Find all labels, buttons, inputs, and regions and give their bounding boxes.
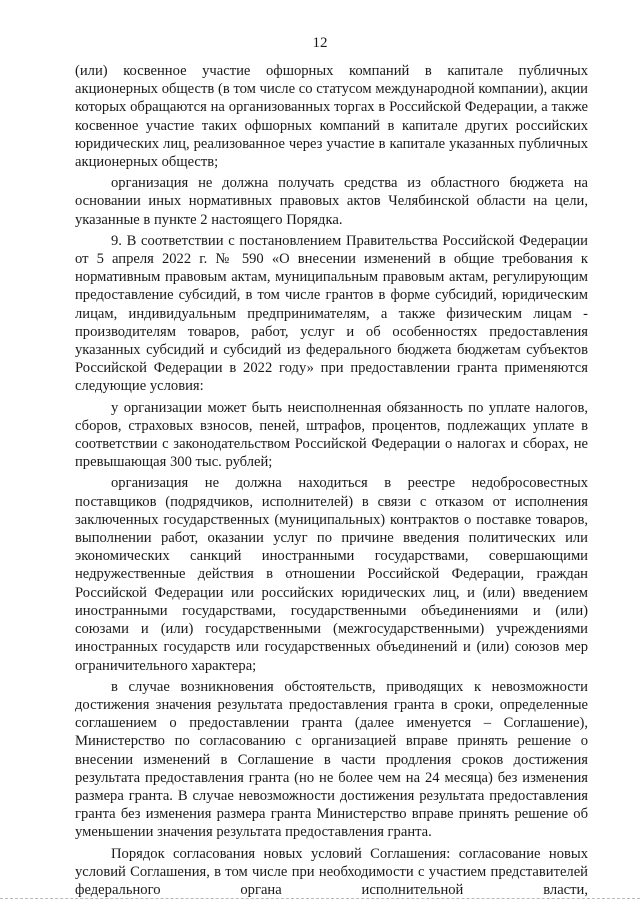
page-number: 12 bbox=[312, 35, 328, 51]
document-body bbox=[75, 62, 588, 902]
paragraph-tax-debt: у организации может быть неисполненная обязанность по уплате налогов, сборов, страховых взносов, пеней, штрафов, процентов, подлежащих уплате в соответствии с законодательством Российской Федерации о налогах и сборах, не превышающая 300 тыс. рублей; bbox=[75, 399, 588, 471]
paragraph-agreement-procedure: Порядок согласования новых условий Соглашения: согласование новых условий Соглашения, в том числе при необходимости с участием представителей федерального органа исполнительной власти, bbox=[75, 845, 588, 898]
paragraph-item-9: 9. В соответствии с постановлением Правительства Российской Федерации от 5 апреля 2022 г. № 590 «О внесении изменений в общие требования к нормативным правовым актам, муниципальным правовым актам, регулирующим предоставление субсидий, в том числе грантов в форме субсидий, юридическим лицам, индивидуальным предпринимателям, а также физическим лицам - производителям товаров, работ, услуг и об особенностях предоставления указанных субсидий и субсидий из федерального бюджета бюджетам субъектов Российской Федерации в 2022 году» при предоставлении гранта применяются следующие условия: bbox=[75, 232, 588, 395]
paragraph-offshore-participation: (или) косвенное участие офшорных компаний в капитале публичных акционерных обществ (в том числе со статусом международной компании), акции которых обращаются на организованных торгах в Российской Федерации, а также косвенное участие таких офшорных компаний в капитале других российских юридических лиц, реализованное через участие в капитале указанных публичных акционерных обществ; bbox=[75, 63, 588, 171]
paragraph-regional-budget: организация не должна получать средства из областного бюджета на основании иных нормативных правовых актов Челябинской области на цели, указанные в пункте 2 настоящего Порядка. bbox=[75, 175, 588, 228]
footer-divider bbox=[0, 898, 640, 900]
paragraph-result-deadline: в случае возникновения обстоятельств, приводящих к невозможности достижения значения результата предоставления гранта в сроки, определенные соглашением о предоставлении гранта (далее именуется – Соглашение), Министерство по согласованию с организацией вправе принять решение о внесении изменений в Соглашение в части продления сроков достижения результата предоставления гранта (но не более чем на 24 месяца) без изменения размера гранта. В случае невозможности достижения результата предоставления гранта без изменения размера гранта Министерство вправе принять решение об уменьшении значения результата предоставления гранта. bbox=[75, 678, 588, 841]
paragraph-unreliable-suppliers: организация не должна находиться в реестре недобросовестных поставщиков (подрядчиков, исполнителей) в связи с отказом от исполнения заключенных государственных (муниципальных) контрактов о поставке товаров, выполнении работ, оказании услуг по причине введения политических или экономических санкций иностранными государствами, совершающими недружественные действия в отношении Российской Федерации, граждан Российской Федерации или российских юридических лиц, и (или) введением иностранными государствами, государственными объединениями и (или) союзами и (или) государственными (межгосударственными) учреждениями иностранных государств или государственных объединений и (или) союзов мер ограничительного характера; bbox=[75, 475, 588, 674]
